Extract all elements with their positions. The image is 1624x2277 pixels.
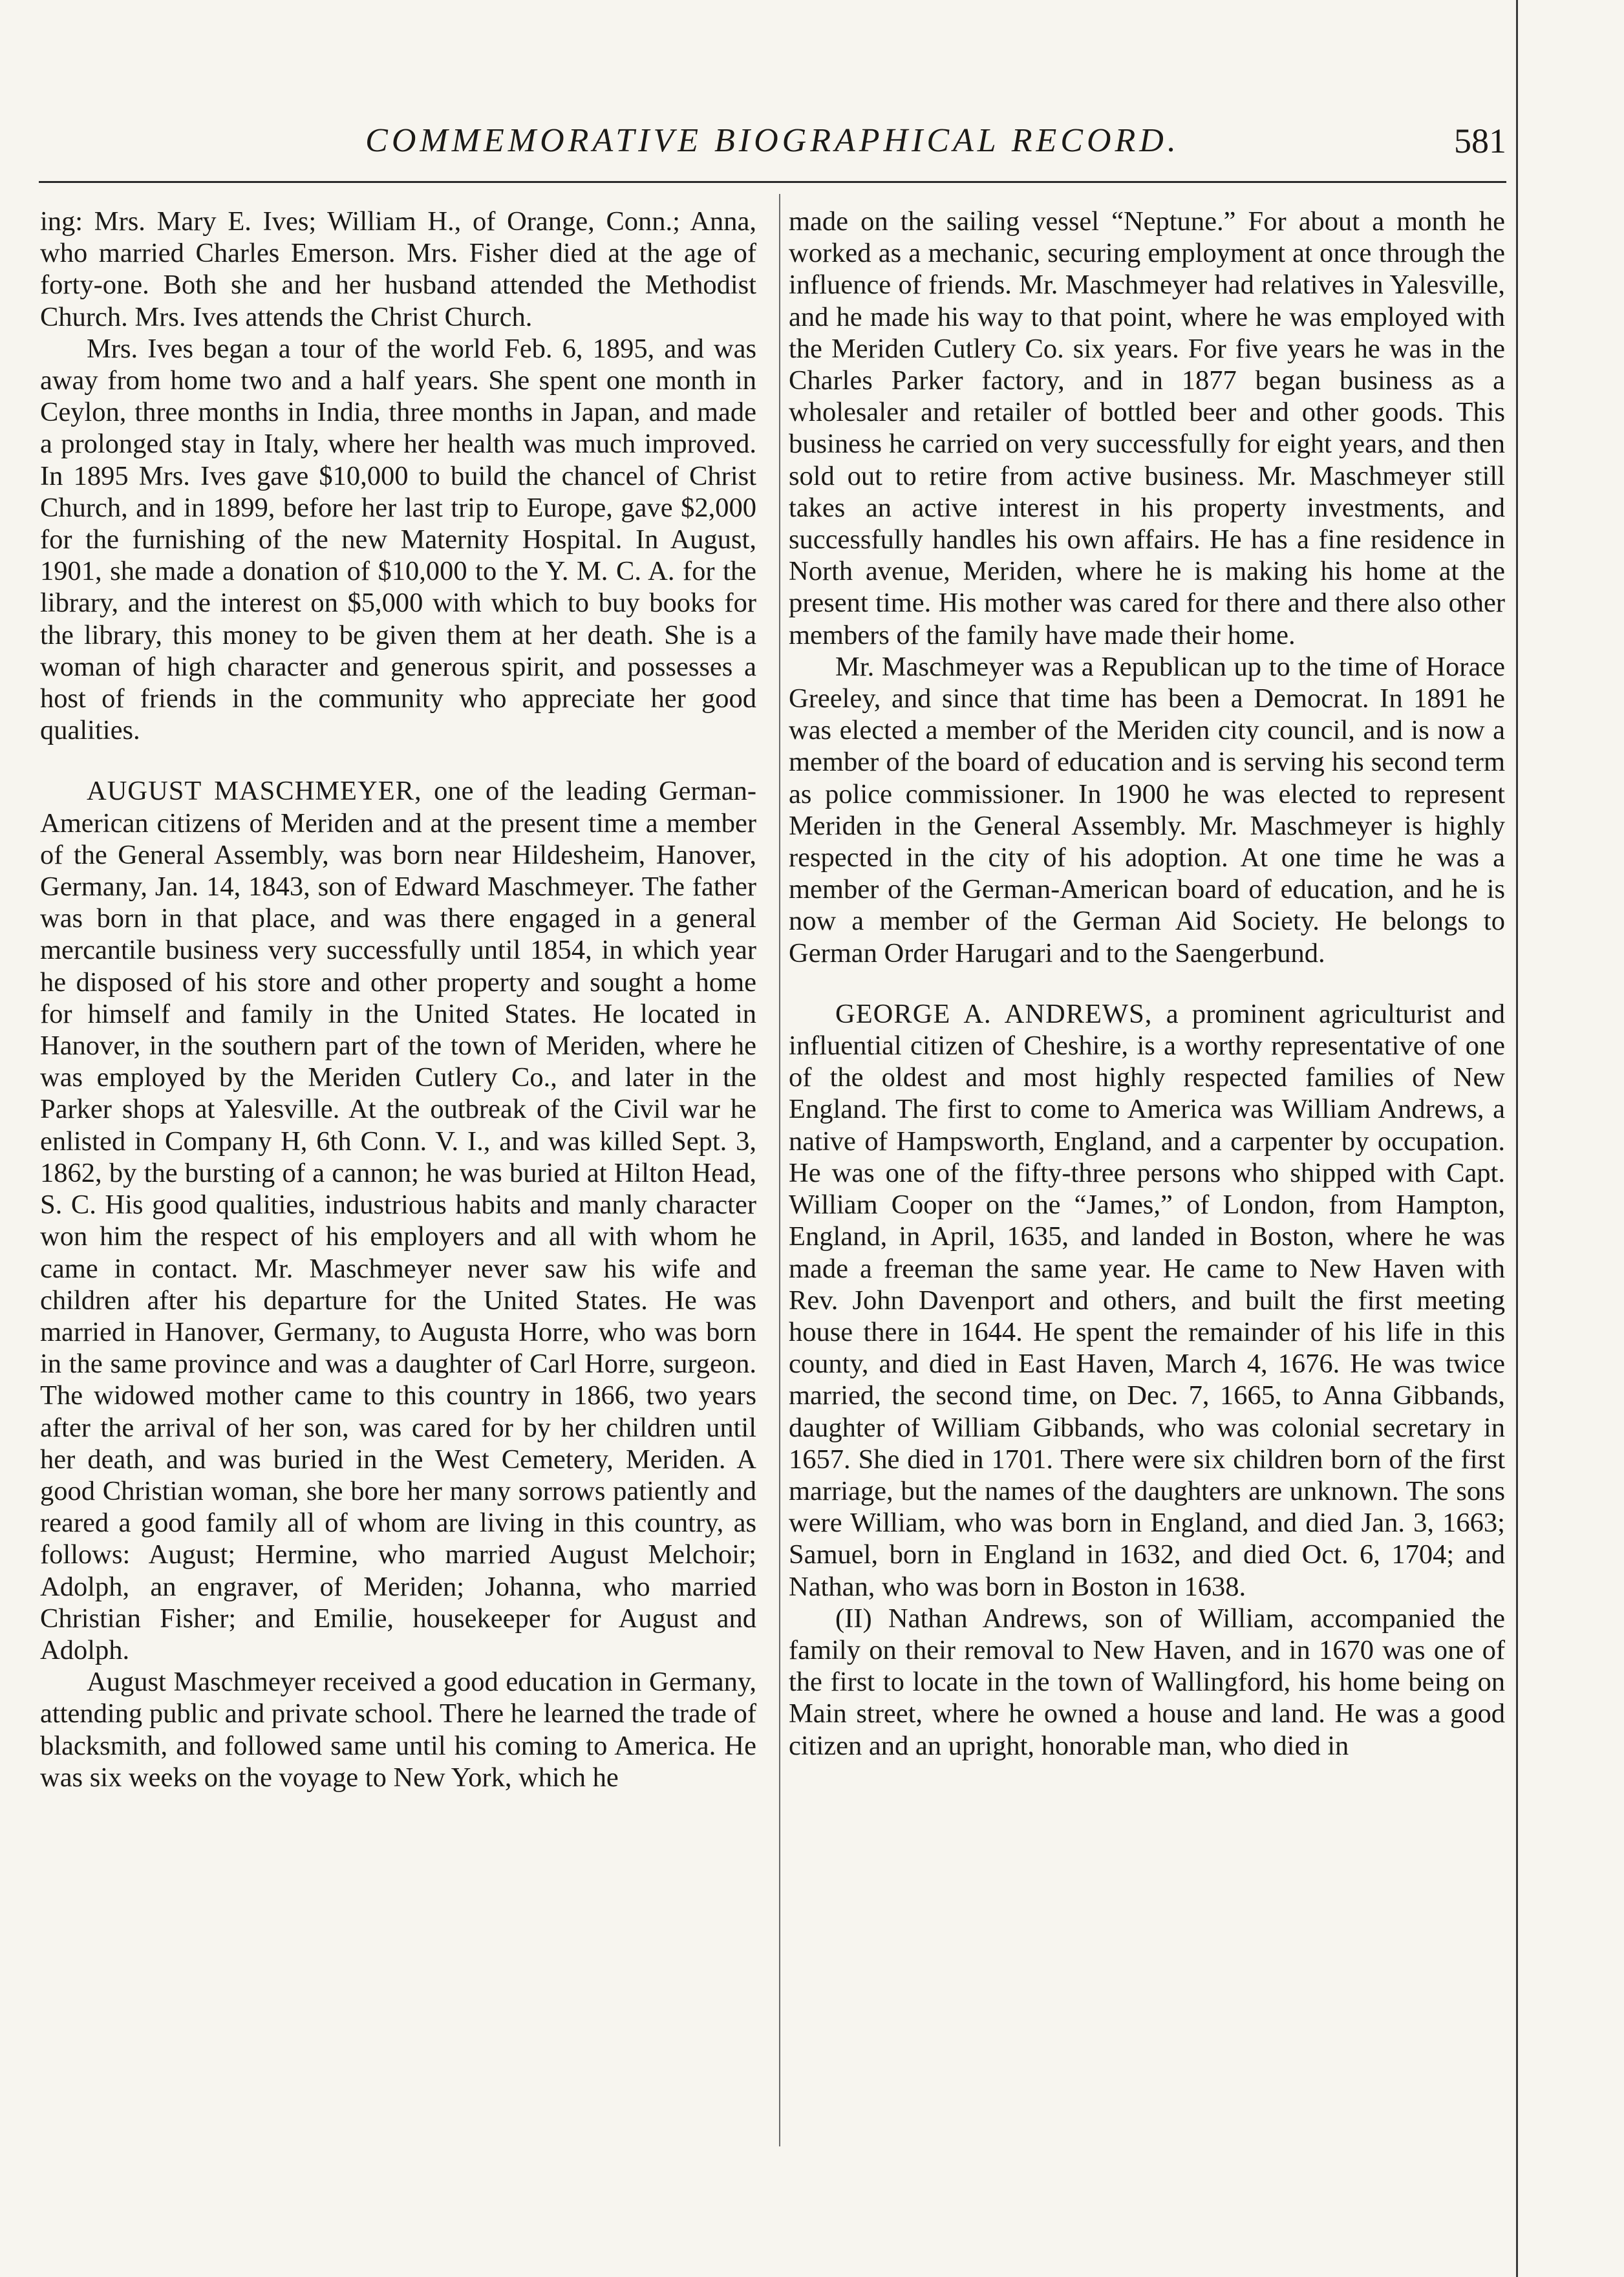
- paragraph-ives-family: ing: Mrs. Mary E. Ives; William H., of Orange, Conn.; Anna, who married Charles Emerson. Mrs. Fisher died at the age of forty-one. Both she and her husband attended the Methodist Church. Mrs. Ives attends the Christ Church.: [40, 206, 756, 332]
- article-heading-name: GEORGE A. ANDREWS,: [835, 998, 1153, 1029]
- column-divider: [779, 194, 780, 2146]
- article-andrews-intro: [789, 998, 1505, 1603]
- paragraph-maschmeyer-career: made on the sailing vessel “Neptune.” For about a month he worked as a mechanic, securing employment at once through the influence of friends. Mr. Maschmeyer had relatives in Yalesville, and he made his way to that point, where he was employed with the Meriden Cutlery Co. six years. For five years he was in the Charles Parker factory, and in 1877 began business as a wholesaler and retailer of bottled beer and other goods. This business he carried on very successfully for eight years, and then sold out to retire from active business. Mr. Maschmeyer still takes an active interest in his property investments, and successfully handles his own affairs. He has a fine residence in North avenue, Meriden, where he is making his home at the present time. His mother was cared for there and there also other members of the family have made their home.: [789, 206, 1505, 650]
- page-number: 581: [1454, 122, 1506, 160]
- left-column: [40, 206, 756, 1793]
- article-body-text: one of the leading German-American citizens of Meriden and at the present time a member of the General Assembly, was born near Hildesheim, Hanover, Germany, Jan. 14, 1843, son of Edward Maschmeyer. The father was born in that place, and was there engaged in a general mercantile business very successfully until 1854, in which year he disposed of his store and other property and sought a home for himself and family in the United States. He located in Hanover, in the southern part of the town of Meriden, where he was employed by the Meriden Cutlery Co., and later in the Parker shops at Yalesville. At the outbreak of the Civil war he enlisted in Company H, 6th Conn. V. I., and was killed Sept. 3, 1862, by the bursting of a cannon; he was buried at Hilton Head, S. C. His good qualities, industrious habits and manly character won him the respect of his employers and all with whom he came in contact. Mr. Maschmeyer never saw his wife and children after his departure for the United States. He was married in Hanover, Germany, to Augusta Horre, who was born in the same province and was a daughter of Carl Horre, surgeon. The widowed mother came to this country in 1866, two years after the arrival of her son, was cared for by her children until her death, and was buried in the West Cemetery, Meriden. A good Christian woman, she bore her many sorrows patiently and reared a good family all of whom are living in this country, as follows: August; Hermine, who married August Melchoir; Adolph, an engraver, of Meriden; Johanna, who married Christian Fisher; and Emilie, housekeeper for August and Adolph.: [40, 776, 756, 1665]
- page-header: [39, 115, 1506, 167]
- article-body-text: a prominent agriculturist and influential citizen of Cheshire, is a worthy representative of one of the oldest and most highly respected families of New England. The first to come to America was William Andrews, a native of Hampsworth, England, and a carpenter by occupation. He was one of the fifty-three persons who shipped with Capt. William Cooper on the “James,” of London, from Hampton, England, in April, 1635, and landed in Boston, where he was made a freeman the same year. He came to New Haven with Rev. John Davenport and others, and built the first meeting house there in 1644. He spent the remainder of his life in this county, and died in East Haven, March 4, 1676. He was twice married, the second time, on Dec. 7, 1665, to Anna Gibbands, daughter of William Gibbands, who was colonial secretary in 1657. She died in 1701. There were six children born of the first marriage, but the names of the daughters are unknown. The sons were William, who was born in England, and died Jan. 3, 1663; Samuel, born in England in 1632, and died Oct. 6, 1704; and Nathan, who was born in Boston in 1638.: [789, 998, 1506, 1602]
- running-head: COMMEMORATIVE BIOGRAPHICAL RECORD.: [365, 122, 1180, 159]
- paragraph-ives-tour: Mrs. Ives began a tour of the world Feb. 6, 1895, and was away from home two and a half years. She spent one month in Ceylon, three months in India, three months in Japan, and made a prolonged stay in Italy, where her health was much improved. In 1895 Mrs. Ives gave $10,000 to build the chancel of Christ Church, and in 1899, before her last trip to Europe, gave $2,000 for the furnishing of the new Maternity Hospital. In August, 1901, she made a donation of $10,000 to the Y. M. C. A. for the library, and the interest on $5,000 with which to buy books for the library, this money to be given them at her death. She is a woman of high character and generous spirit, and possesses a host of friends in the community who appreciate her good qualities.: [40, 333, 756, 746]
- page-edge-rule: [1516, 0, 1518, 2277]
- header-rule: [39, 181, 1506, 183]
- article-maschmeyer-intro: [40, 775, 756, 1666]
- paragraph-nathan-andrews: (II) Nathan Andrews, son of William, accompanied the family on their removal to New Haven, and in 1670 was one of the first to locate in the town of Wallingford, his home being on Main street, where he owned a house and land. He was a good citizen and an upright, honorable man, who died in: [789, 1603, 1505, 1761]
- right-column: [789, 206, 1505, 1762]
- article-heading-name: AUGUST MASCHMEYER,: [87, 776, 422, 807]
- paragraph-maschmeyer-politics: Mr. Maschmeyer was a Republican up to the time of Horace Greeley, and since that time has been a Democrat. In 1891 he was elected a member of the Meriden city council, and is now a member of the board of education and is serving his second term as police commissioner. In 1900 he was elected to represent Meriden in the General Assembly. Mr. Maschmeyer is highly respected in the city of his adoption. At one time he was a member of the German-American board of education, and he is now a member of the German Aid Society. He belongs to German Order Harugari and to the Saengerbund.: [789, 651, 1505, 968]
- paragraph-maschmeyer-education: August Maschmeyer received a good education in Germany, attending public and private school. There he learned the trade of blacksmith, and followed same until his coming to America. He was six weeks on the voyage to New York, which he: [40, 1667, 756, 1793]
